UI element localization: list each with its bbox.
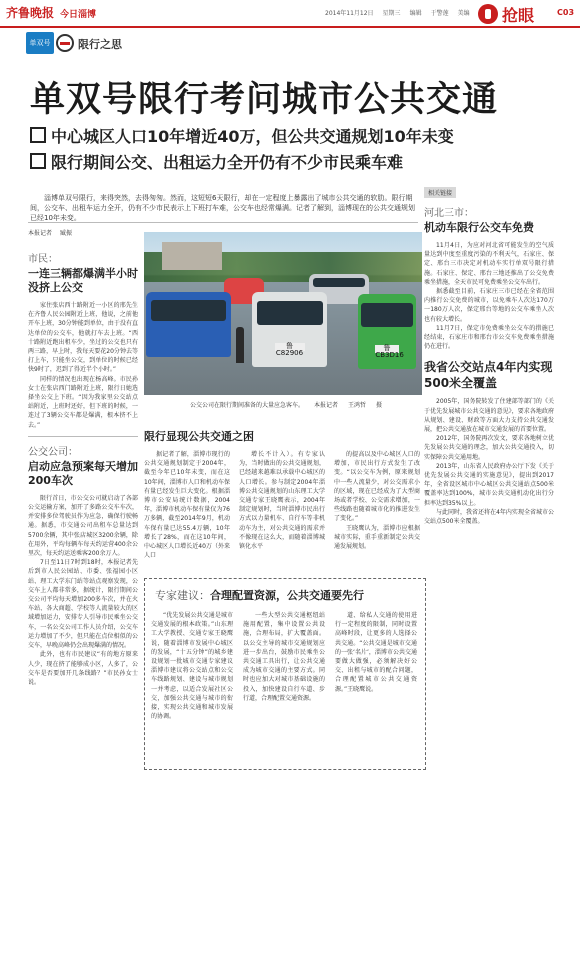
bus-window: [151, 300, 226, 321]
article-paragraph: 据悉截至目前，石家庄三市已经在全省范围内推行公交免费的城市，以免乘车人次达170万一180万人次，保定邢台等地的公交车乘坐人次也有较大增长。: [424, 288, 554, 323]
no-entry-icon: [56, 34, 74, 52]
section-label: 抢眼: [502, 6, 535, 25]
page-number: C03: [557, 8, 575, 17]
photo-building: [162, 242, 222, 270]
designer-label: 美编: [457, 10, 470, 17]
left-column: [28, 250, 138, 687]
subhead-1: [30, 124, 454, 147]
article-paragraph: 与此同时，我省还将在4年内实现全省城市公交站点500米全覆盖。: [424, 508, 554, 526]
page-header: [0, 0, 580, 28]
column-title: 限行之思: [78, 38, 122, 51]
related-section-title: 河北三市：: [424, 208, 474, 219]
article-paragraph: “优先发展公共交通是城市交通发展的根本政策。”山东理工大学教授、交通专家王晓鹰说，随着淄博市发展中心城区的发展，“十五分钟”的城乡建设规划一批城市交通专家建议淄博市建议将公交站点和公交车线路规划、建设与城市规划一并考虑，以适合发展社区公交，加强公共交通与城市的衔接，实现公共交通和城市发展的协调。: [151, 612, 233, 721]
mid-article-col3: [334, 450, 420, 551]
section-icon: [478, 4, 498, 24]
lead-paragraph: 淄博单双号限行，来得突然，去得匆匆。然而，这短短6天限行，却在一定程度上暴露出了城市公共交通的软肋。限行期间，公交车、出租车运力全开，仍有不少市民表示上下班打车难，公交车也经常爆满。记者了解到，淄博现在的公共交通规划已经10年未变。: [30, 194, 415, 222]
editor-name: 于警莲: [430, 10, 449, 17]
article-paragraph: 7日至11日7时到18时，本报记者先后到市人民公园站、市委、张福园小区站、理工大学东门站等站点观察发现，公交车上人都非常多，据统计，限行期间公交公司平均每天增加200多车次，并在火车站、各大商超、学校等人流量较大的区域增加运力，安排专人引导市民乘坐公交车，一名公交公司工作人员介绍，公交车运力增加了不少，但只能在点位相似的公交车，早晚高峰仍会出现爆满的情况。: [28, 559, 138, 650]
article-paragraph: 11月4日，为应对河北省可能发生的空气质量达到中度至重度污染的不利天气，石家庄、保定、邢台三市决定对机动车实行单双号限行措施。石家庄、保定、邢台三地还推出了公交免费乘坐措施，全天市民可免费乘坐公交车出行。: [424, 242, 554, 286]
subhead-1-text: 中心城区人口10年增近40万，但公共交通规划10年未变: [51, 127, 454, 146]
subhead-2-text: 限行期间公交、出租运力全开仍有不少市民乘车难: [51, 153, 404, 172]
article-paragraph: 同样的情况也出现在杨高峰。市民孙女士在张店西门路附近上班，限行日她选择坐公交上下班。“因为我家里公交站点站附近，上班时还好，但下班的时候，一连过了3辆公交车都是爆满，根本挤不上去。”: [28, 375, 138, 429]
issue-date: 2014年11月12日: [325, 10, 374, 17]
checkbox-icon: [30, 153, 46, 169]
expert-tag: 专家建议：: [155, 589, 210, 602]
article-paragraph: 增长不计入）。有专家认为，当时做出的公共交通规划，已经越来越难以承载中心城区的人口增长。参与制定2004年淄博公共交通规划的山东理工大学交通专家王晓鹰表示，2004年制定规划时，当时淄博市民出行方式以力量机车、自行车等非机动车为主，对公共交通的需求并不像现在这么大，而随着淄博城镇化水平: [239, 451, 325, 551]
expert-title-text: 合理配置资源，公共交通要先行: [210, 589, 364, 602]
photo-bus: [146, 292, 231, 357]
photo-person: [236, 327, 244, 363]
photographer-suffix: 摄: [376, 402, 383, 409]
photo-bus: [252, 292, 327, 367]
article-paragraph: 一些大型公共交通枢纽站施用配置，集中设置公共设施，合理布局，扩大覆盖面。以公交主导的城市交通规划应进一步出台，鼓励市民乘坐公共交通工具出行，让公共交通成为城市交通的主要方式。同时也应加大对城市基础设施的投入，加快建设自行车道、步行道，合理配置交通资源。: [243, 612, 325, 702]
photo-bus: [358, 294, 416, 369]
section-badge: [478, 3, 558, 25]
section-title-citizens: 市民：: [28, 254, 58, 265]
license-plate: 鲁CB3D16: [375, 344, 404, 359]
checkbox-icon: [30, 127, 46, 143]
editor-label: 编辑: [409, 10, 422, 17]
mid-article: [144, 428, 424, 560]
brand-subtitle: 今日淄博: [60, 10, 97, 20]
bus-window: [313, 278, 366, 288]
bus-window: [257, 301, 323, 325]
subhead-2: [30, 150, 403, 173]
section-title-bus-company: 公交公司：: [28, 446, 78, 458]
article-paragraph: 家住张店西十路附近一小区的邢先生在齐鲁人民公园附近上班，他说，之前他开车上班，30分钟能到单位，由于没有直达单位的公交车，他就打车去上班。“西十路附近跑出租车少，坐过的公交也只有两三路，早上时，我每天要花20分钟去等打上车，只能坐公交，到单位的时候已经快9时了，迟到了得近半个小时。”: [28, 302, 138, 374]
expert-advice-title: [155, 587, 364, 603]
article-paragraph: 道、给私人交通的使用进行一定程度的限制，同时设置高峰时段，让更多的人选择公共交通。“公共交通是城市交通的一张‘名片’，淄博市公共交通要做大做强，必须解决好公交、出租与城市的配合问题，合理配置城市公共交通资源。”王晓鹰说。: [335, 612, 417, 693]
brand-name: 齐鲁晚报: [6, 6, 55, 20]
reporter-label: 本报记者: [28, 230, 53, 237]
issue-weekday: 星期三: [382, 10, 401, 17]
article-paragraph: 2005年，国务院转发了住建部等部门的《关于优先发展城市公共交通的意见》，要求各地政府从规划、建设、财政等方面大力支持公共交通发展，把公共交通放在城市交通发展的首要位置。: [424, 398, 554, 434]
photographer-name: 王鸿哲: [348, 402, 367, 409]
section-head-bus-company: 启动应急预案每天增加200车次: [28, 459, 138, 487]
mid-article-title: 限行显现公共交通之困: [144, 430, 254, 443]
article-paragraph: 2013年，山东省人民政府办公厅下发《关于优先发展公共交通的实施意见》，提出到2017年，全省设区城市中心城区公共交通站点500米覆盖率达到100%，城市公共交通机动化出行分担率达到35%以上。: [424, 462, 554, 507]
article-paragraph: 2012年，国务院再次发文，要求各地树立优先发展公共交通的理念，加大公共交通投入，切实保障公共交通用地。: [424, 435, 554, 461]
divider: [28, 222, 418, 223]
article-paragraph: 王晓鹰认为，淄博市应根据城市实际，重手重新制定公共交通发展规划。: [334, 524, 420, 551]
license-plate: 鲁C82906: [275, 342, 304, 357]
photo-caption: [190, 400, 420, 409]
article-paragraph: 11月7日，保定市免费乘坐公交车的措施已经结束，石家庄市和邢台市公交车免费乘坐措施仍在进行。: [424, 324, 554, 351]
related-links-label: 相关链接: [424, 187, 456, 198]
newspaper-brand: [6, 4, 96, 21]
column-header: [26, 32, 146, 56]
related-head-1: 机动车限行公交车免费: [424, 221, 534, 234]
divider: [28, 436, 138, 437]
byline: [28, 228, 80, 237]
reporter-name: 臧振: [60, 230, 73, 237]
article-paragraph: 的提高以及中心城区人口的增加，市民出行方式发生了改变。“以公交车为例，原来规划中一些人流量少，对公交需求小的区域，现在已经成为了大型商场或者学校、公交需求增加，一些线路也随着城市化的推进发生了变化。”: [334, 451, 420, 523]
related-links-column: [424, 180, 554, 526]
caption-text: 公交公司在限行期间准备的大量应急客车。: [190, 402, 305, 409]
news-photo: [144, 232, 422, 395]
article-paragraph: 此外，也有市民建议“有的地方原来人少，现在挤了能够成小区，人多了，公交车是否要加开几条线路？”市民孙女士说。: [28, 651, 138, 686]
expert-advice-box: [144, 578, 426, 770]
bus-window: [361, 303, 412, 327]
photographer-label: 本报记者: [314, 402, 339, 409]
article-paragraph: 限行首日，市公交公司就启动了各部公交运输方案，加开了多路公交车车次，并安排多位驾驶员作为应急，确保行驶畅通。据悉，市交通公司出租车总量达到5700余辆，其中张店城区3200余辆，除在用外，平均每辆车每天约运营400余公里次，每天约运送乘客200余万人。: [28, 494, 138, 558]
headline: 单双号限行考问城市公共交通: [30, 80, 499, 120]
article-paragraph: 据记者了解，淄博市现行的公共交通规划制定于2004年，截至今年已10年未变，而在这10年间，淄博市人口和机动车保有量已经发生巨大变化。根据淄博市公安局统计数据，2004年，淄博市机动车保有量仅为76万多辆，截至2014年9月，机动车保有量已达55.4万辆，10年增长了28%，而在这10年间，中心城区人口增长近40万（外来人口: [144, 451, 230, 560]
section-head-citizens: 一连三辆都爆满半小时没挤上公交: [28, 267, 138, 294]
related-head-2: 我省公交站点4年内实现500米全覆盖: [424, 360, 553, 391]
column-badge: 单双号: [26, 32, 54, 54]
